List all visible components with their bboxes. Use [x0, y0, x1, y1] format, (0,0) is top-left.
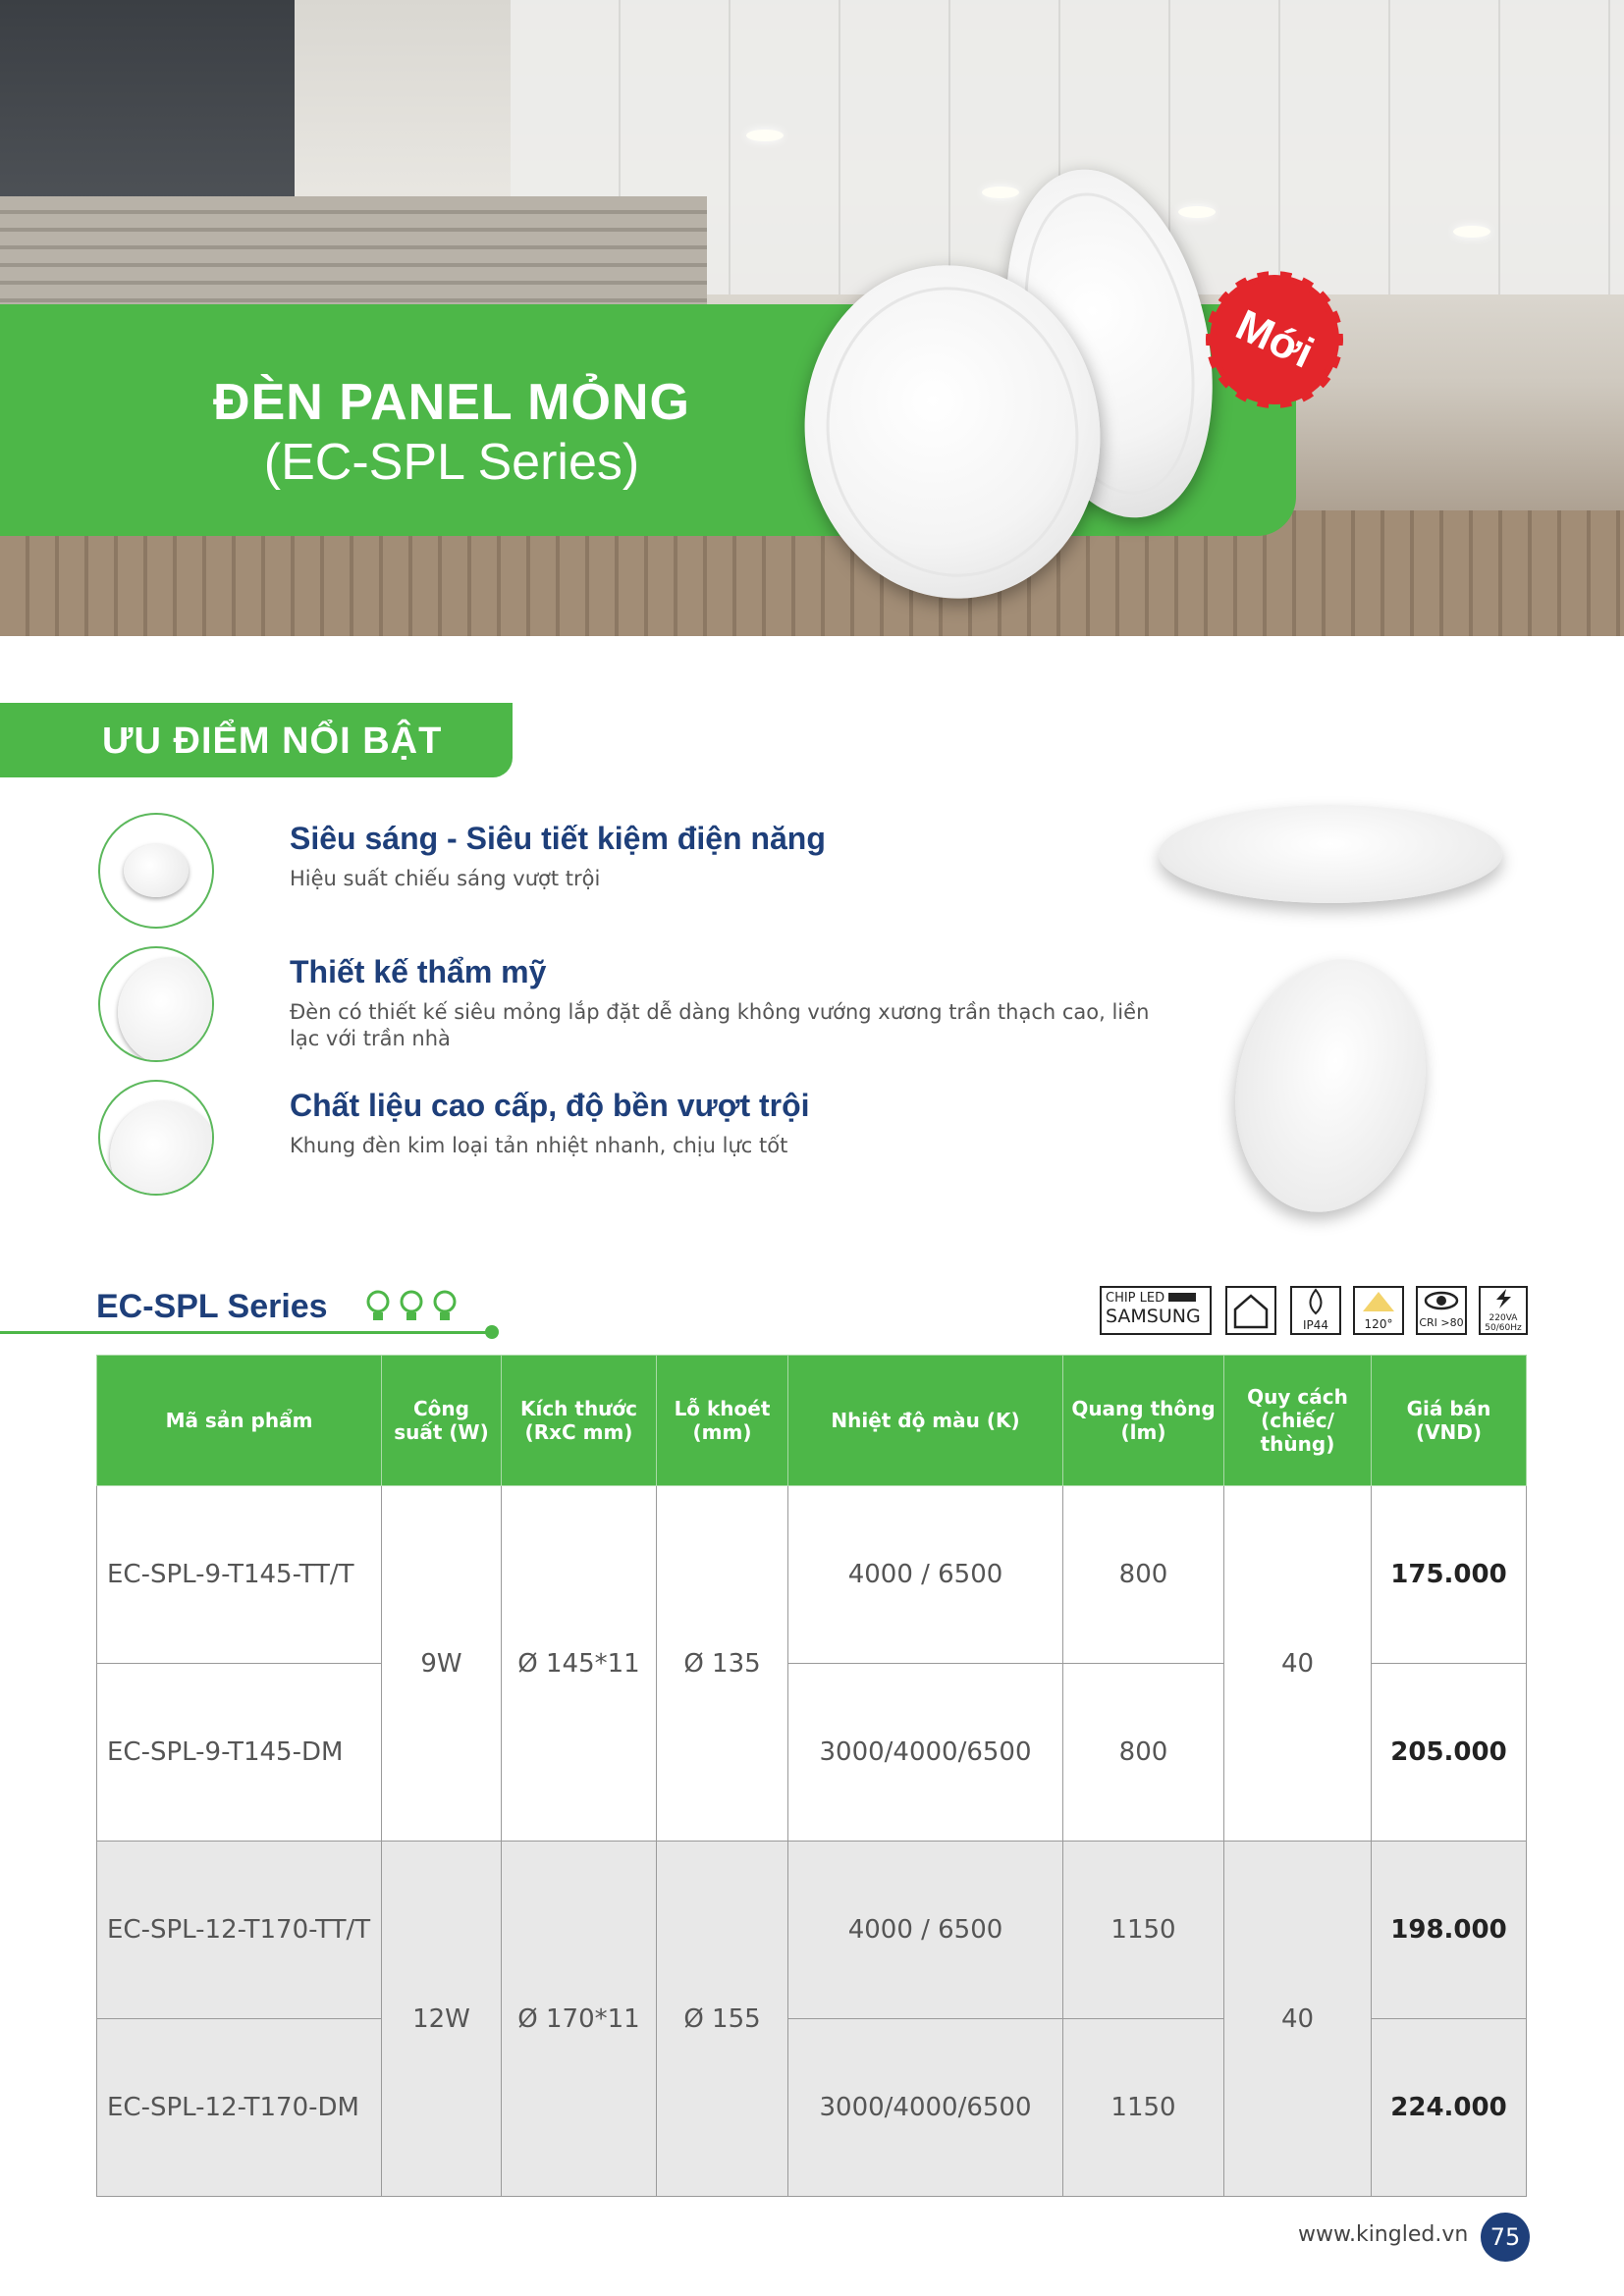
cct-cell: 3000/4000/6500	[788, 2019, 1063, 2197]
ceiling-spotlight	[1453, 226, 1490, 238]
feature-icon-material	[98, 1080, 214, 1196]
series-title: EC-SPL Series	[96, 1288, 328, 1325]
size-cell: Ø 145*11	[502, 1486, 657, 1842]
cutout-cell: Ø 155	[657, 1842, 788, 2197]
price-cell: 205.000	[1372, 1664, 1527, 1842]
chip-brand-label: SAMSUNG	[1106, 1306, 1201, 1327]
column-header: Nhiệt độ màu (K)	[788, 1356, 1063, 1486]
pack-cell: 40	[1224, 1842, 1372, 2197]
frequency-label: 50/60Hz	[1485, 1323, 1522, 1333]
bulb-icon	[365, 1290, 391, 1323]
series-underline-dot	[485, 1325, 499, 1339]
price-cell: 224.000	[1372, 2019, 1527, 2197]
feature-icon-design	[98, 946, 214, 1062]
price-table	[96, 1355, 1527, 2197]
product-code-cell: EC-SPL-9-T145-DM	[97, 1664, 382, 1842]
lumen-cell: 800	[1063, 1486, 1224, 1664]
column-header: Giá bán (VND)	[1372, 1356, 1527, 1486]
ip-rating-label: IP44	[1302, 1318, 1329, 1332]
website-link[interactable]: www.kingled.vn	[1298, 2222, 1469, 2247]
page-title-line1: ĐÈN PANEL MỎNG	[213, 374, 690, 431]
column-header: Công suất (W)	[382, 1356, 502, 1486]
column-header: Mã sản phẩm	[97, 1356, 382, 1486]
feature-title: Chất liệu cao cấp, độ bền vượt trội	[290, 1088, 810, 1123]
cct-cell: 4000 / 6500	[788, 1486, 1063, 1664]
feature-icon-brightness	[98, 813, 214, 929]
chip-led-samsung-icon	[1100, 1286, 1212, 1335]
chip-led-label: CHIP LED	[1106, 1291, 1165, 1306]
lumen-cell: 1150	[1063, 2019, 1224, 2197]
new-badge: Mới	[1196, 261, 1352, 417]
pack-cell: 40	[1224, 1486, 1372, 1842]
page-title	[137, 373, 766, 493]
ip44-icon	[1290, 1286, 1341, 1335]
column-header: Quy cách (chiếc/ thùng)	[1224, 1356, 1372, 1486]
beam-angle-icon	[1353, 1286, 1404, 1335]
advantages-heading: ƯU ĐIỂM NỔI BẬT	[102, 721, 443, 762]
feature-description: Đèn có thiết kế siêu mỏng lắp đặt dễ dàng không vướng xương trần thạch cao, liền lạc với trần nhà	[290, 1000, 1150, 1050]
cct-cell: 3000/4000/6500	[788, 1664, 1063, 1842]
ceiling-spotlight	[982, 187, 1019, 198]
cct-cell: 4000 / 6500	[788, 1842, 1063, 2019]
ceiling-spotlight	[746, 130, 784, 141]
feature-description: Khung đèn kim loại tản nhiệt nhanh, chịu lực tốt	[290, 1134, 788, 1157]
column-header: Quang thông (lm)	[1063, 1356, 1224, 1486]
hero-stairs	[0, 196, 707, 314]
price-cell: 175.000	[1372, 1486, 1527, 1664]
power-supply-icon	[1479, 1286, 1528, 1335]
page-number: 75	[1481, 2213, 1530, 2262]
feature-description: Hiệu suất chiếu sáng vượt trội	[290, 867, 601, 890]
series-underline	[0, 1331, 493, 1334]
product-image-angled-view	[1213, 941, 1448, 1230]
bulb-icon	[399, 1290, 424, 1323]
price-cell: 198.000	[1372, 1842, 1527, 2019]
table-header-row	[97, 1356, 1527, 1486]
product-image-side-view	[1159, 805, 1502, 903]
feature-title: Thiết kế thẩm mỹ	[290, 954, 547, 989]
indoor-use-icon	[1225, 1286, 1276, 1335]
product-code-cell: EC-SPL-9-T145-TT/T	[97, 1486, 382, 1664]
ceiling-spotlight	[1178, 206, 1216, 218]
bulb-icon	[432, 1290, 458, 1323]
power-cell: 12W	[382, 1842, 502, 2197]
table-row	[97, 1486, 1527, 1664]
table-row	[97, 1842, 1527, 2019]
beam-angle-label: 120°	[1364, 1317, 1393, 1331]
page-title-line2: (EC-SPL Series)	[263, 434, 640, 491]
voltage-label: 220VA	[1489, 1313, 1518, 1323]
column-header: Kích thước (RxC mm)	[502, 1356, 657, 1486]
size-cell: Ø 170*11	[502, 1842, 657, 2197]
advantages-header	[0, 703, 513, 777]
feature-title: Siêu sáng - Siêu tiết kiệm điện năng	[290, 821, 826, 856]
lumen-cell: 800	[1063, 1664, 1224, 1842]
product-code-cell: EC-SPL-12-T170-TT/T	[97, 1842, 382, 2019]
column-header: Lỗ khoét (mm)	[657, 1356, 788, 1486]
cri-eye-icon	[1416, 1286, 1467, 1335]
power-cell: 9W	[382, 1486, 502, 1842]
cri-label: CRI >80	[1419, 1316, 1464, 1329]
lumen-cell: 1150	[1063, 1842, 1224, 2019]
product-code-cell: EC-SPL-12-T170-DM	[97, 2019, 382, 2197]
cutout-cell: Ø 135	[657, 1486, 788, 1842]
